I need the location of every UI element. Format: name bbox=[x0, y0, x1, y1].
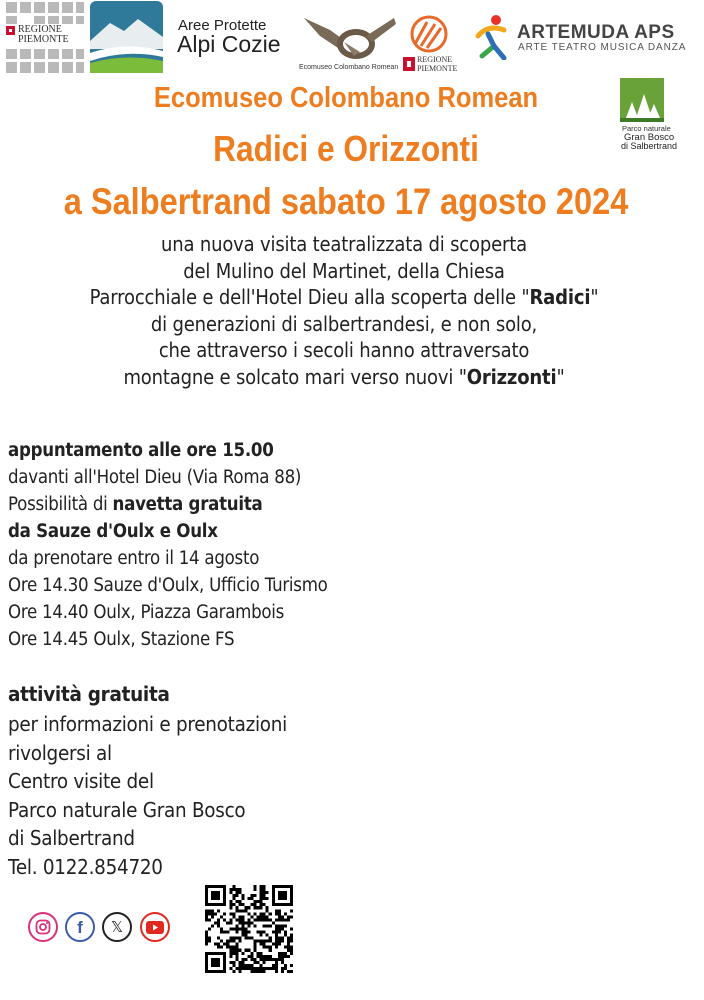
shuttle-free: navetta gratuita bbox=[112, 494, 263, 515]
info-line-1: per informazioni e prenotazioni bbox=[8, 712, 288, 736]
phone-number[interactable]: Tel. 0122.854720 bbox=[8, 854, 163, 879]
regione-piemonte-label: REGIONE PIEMONTE bbox=[18, 24, 69, 45]
shuttle-stop-1: Ore 14.30 Sauze d'Oulx, Ufficio Turismo bbox=[8, 575, 328, 596]
shuttle-info bbox=[8, 491, 328, 518]
ecomuseo-caption: Ecomuseo Colombano Romean bbox=[299, 64, 399, 71]
description-line-3 bbox=[27, 284, 661, 311]
facebook-icon[interactable]: f bbox=[65, 912, 95, 942]
info-line-2: rivolgersi al bbox=[8, 740, 112, 765]
parco-label-2: Gran Bosco bbox=[624, 132, 675, 143]
regione-piemonte-small-label: REGIONE PIEMONTE bbox=[417, 55, 458, 73]
header-line-2: Radici e Orizzonti bbox=[213, 128, 479, 169]
ecomuseo-chain-logo bbox=[300, 12, 398, 64]
description bbox=[27, 231, 661, 390]
appointment-time: appuntamento alle ore 15.00 bbox=[8, 440, 274, 461]
free-activity: attività gratuita bbox=[8, 682, 170, 706]
description-line-3-post: " bbox=[590, 285, 599, 309]
artemuda-subtitle: ARTE TEATRO MUSICA DANZA bbox=[518, 42, 687, 53]
booking-deadline: da prenotare entro il 14 agosto bbox=[8, 548, 260, 569]
description-line-2: del Mulino del Martinet, della Chiesa bbox=[183, 258, 505, 283]
info-block bbox=[8, 678, 287, 881]
artemuda-title: ARTEMUDA APS bbox=[517, 22, 675, 43]
instagram-icon[interactable] bbox=[28, 912, 58, 942]
hand-symbol-logo bbox=[405, 14, 455, 54]
x-icon[interactable]: 𝕏 bbox=[102, 912, 132, 942]
info-line-4: Parco naturale Gran Bosco bbox=[8, 797, 246, 822]
orizzonti-highlight: Orizzonti bbox=[466, 364, 557, 389]
header-line-3: a Salbertrand sabato 17 agosto 2024 bbox=[63, 181, 629, 222]
info-line-3: Centro visite del bbox=[8, 769, 154, 793]
description-line-1: una nuova visita teatralizzata di scoperta bbox=[161, 232, 527, 256]
shuttle-stop-3: Ore 14.45 Oulx, Stazione FS bbox=[8, 629, 235, 650]
shuttle-stop-2: Ore 14.40 Oulx, Piazza Garambois bbox=[8, 602, 285, 623]
shuttle-from: da Sauze d'Oulx e Oulx bbox=[8, 521, 218, 542]
regione-piemonte-logo bbox=[6, 2, 84, 74]
qr-code[interactable] bbox=[205, 885, 293, 973]
meeting-place: davanti all'Hotel Dieu (Via Roma 88) bbox=[8, 467, 302, 488]
info-line-5: di Salbertrand bbox=[8, 826, 135, 850]
details-block bbox=[8, 437, 328, 653]
description-line-6-pre: montagne e solcato mari verso nuovi " bbox=[123, 364, 467, 389]
parco-label-3: di Salbertrand bbox=[621, 141, 678, 151]
artemuda-figure-icon bbox=[474, 14, 510, 60]
aree-protette-line1: Aree Protette bbox=[178, 17, 267, 34]
description-line-4: di generazioni di salbertrandesi, e non solo, bbox=[150, 311, 538, 336]
radici-highlight: Radici bbox=[529, 285, 591, 309]
description-line-6 bbox=[27, 364, 661, 391]
header-line-1: Ecomuseo Colombano Romean bbox=[153, 82, 539, 114]
description-line-6-post: " bbox=[556, 364, 565, 389]
regione-piemonte-small-logo bbox=[403, 55, 459, 75]
parco-label-1: Parco naturale bbox=[622, 124, 671, 133]
shuttle-pre: Possibilità di bbox=[8, 494, 113, 515]
description-line-3-pre: Parrocchiale e dell'Hotel Dieu alla scoperta delle " bbox=[89, 285, 530, 309]
aree-protette-line2: Alpi Cozie bbox=[177, 31, 281, 57]
alpi-cozie-logo bbox=[90, 1, 163, 73]
youtube-icon[interactable] bbox=[140, 912, 170, 942]
description-line-5: che attraverso i secoli hanno attraversato bbox=[158, 338, 530, 362]
